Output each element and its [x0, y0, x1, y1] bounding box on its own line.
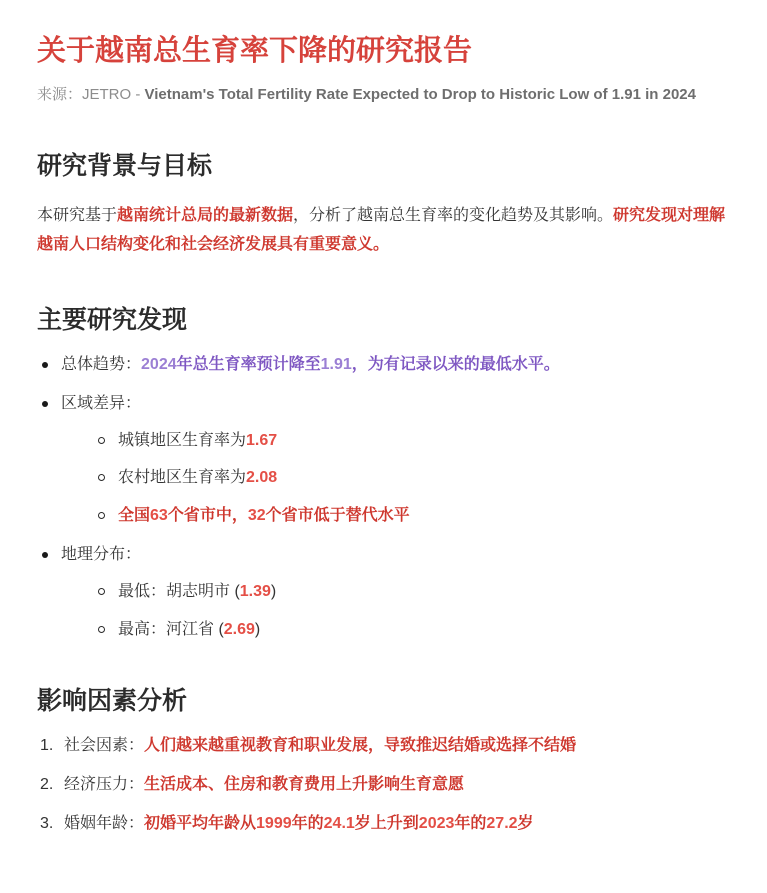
factor-economic-value: 生活成本、住房和教育费用上升影响生育意愿 — [144, 776, 465, 794]
geographic-sub-list — [61, 582, 730, 641]
factors-list — [37, 736, 730, 834]
marriage-age-1999: 24.1 — [323, 814, 355, 832]
marriage-age-2023: 27.2 — [486, 814, 518, 832]
overall-trend-rate: 1.91 — [320, 356, 352, 374]
finding-overall-trend — [37, 355, 730, 376]
marriage-text-1: 初婚平均年龄从 — [144, 814, 257, 832]
marriage-text-4: 年的 — [454, 814, 487, 832]
rural-rate-value: 2.08 — [246, 469, 278, 487]
marriage-year-2023: 2023 — [418, 814, 455, 832]
highest-text: 最高：河江省 ( — [118, 620, 224, 638]
marriage-year-1999: 1999 — [256, 814, 292, 832]
factor-social — [37, 736, 730, 757]
geographic-label: 地理分布： — [61, 546, 142, 563]
factor-marriage-number: 3. — [40, 814, 54, 832]
source-label: 来源： — [37, 85, 83, 103]
regional-national-item — [94, 506, 730, 527]
national-text-3: 个省市低于替代水平 — [265, 507, 410, 525]
regional-label: 区域差异： — [61, 394, 142, 412]
urban-rate-value: 1.67 — [246, 431, 278, 449]
factor-social-number: 1. — [40, 737, 54, 755]
marriage-text-2: 年的 — [291, 814, 324, 832]
background-highlight-1: 越南统计总局的最新数据 — [117, 206, 294, 224]
factor-marriage-label: 婚姻年龄： — [64, 814, 145, 832]
finding-geographic-distribution — [37, 545, 730, 640]
highest-rate-value: 2.69 — [223, 620, 255, 638]
background-text-2: ，分析了越南总生育率的变化趋势及其影响。 — [293, 206, 614, 224]
source-agency: JETRO - — [82, 85, 145, 103]
section-heading-findings: 主要研究发现 — [37, 306, 188, 335]
factor-economic-number: 2. — [40, 776, 54, 794]
lowest-rate-value: 1.39 — [239, 582, 271, 600]
marriage-text-5: 岁 — [517, 814, 534, 832]
section-heading-factors: 影响因素分析 — [37, 687, 188, 716]
source-line — [37, 84, 730, 105]
section-heading-background: 研究背景与目标 — [37, 151, 213, 180]
regional-rural-item — [94, 468, 730, 489]
source-article-title: Vietnam's Total Fertility Rate Expected to Drop to Historic Low of 1.91 in 2024 — [144, 85, 696, 103]
lowest-close-paren: ) — [270, 582, 277, 600]
marriage-text-3: 岁上升到 — [354, 814, 419, 832]
overall-trend-year: 2024 — [141, 356, 177, 374]
background-paragraph — [37, 201, 730, 259]
national-provinces-total: 63 — [150, 507, 168, 525]
highest-close-paren: ) — [254, 620, 261, 638]
national-text-1: 全国 — [118, 507, 151, 525]
factor-social-label: 社会因素： — [64, 737, 145, 755]
geographic-lowest-item — [94, 582, 730, 603]
regional-sub-list — [61, 431, 730, 527]
national-provinces-below: 32 — [247, 507, 266, 525]
factor-marriage-age — [37, 814, 730, 835]
lowest-text: 最低：胡志明市 ( — [118, 582, 240, 600]
factor-economic-label: 经济压力： — [64, 776, 145, 794]
page-title: 关于越南总生育率下降的研究报告 — [37, 35, 473, 67]
national-text-2: 个省市中， — [167, 507, 248, 525]
rural-text: 农村地区生育率为 — [118, 469, 247, 487]
geographic-highest-item — [94, 620, 730, 641]
factor-social-value: 人们越来越重视教育和职业发展，导致推迟结婚或选择不结婚 — [144, 737, 577, 755]
urban-text: 城镇地区生育率为 — [118, 431, 247, 449]
overall-trend-text-2: ，为有记录以来的最低水平。 — [351, 356, 560, 374]
overall-trend-text-1: 年总生育率预计降至 — [176, 356, 321, 374]
background-text-1: 本研究基于 — [37, 206, 118, 224]
findings-list — [37, 355, 730, 640]
factor-economic — [37, 775, 730, 796]
background-highlight-2: 研究发现对理解越南人口结构变化和社会经济发展具有重要意义。 — [37, 206, 726, 253]
regional-urban-item — [94, 431, 730, 452]
overall-trend-label: 总体趋势： — [61, 356, 142, 374]
finding-regional-difference — [37, 394, 730, 527]
